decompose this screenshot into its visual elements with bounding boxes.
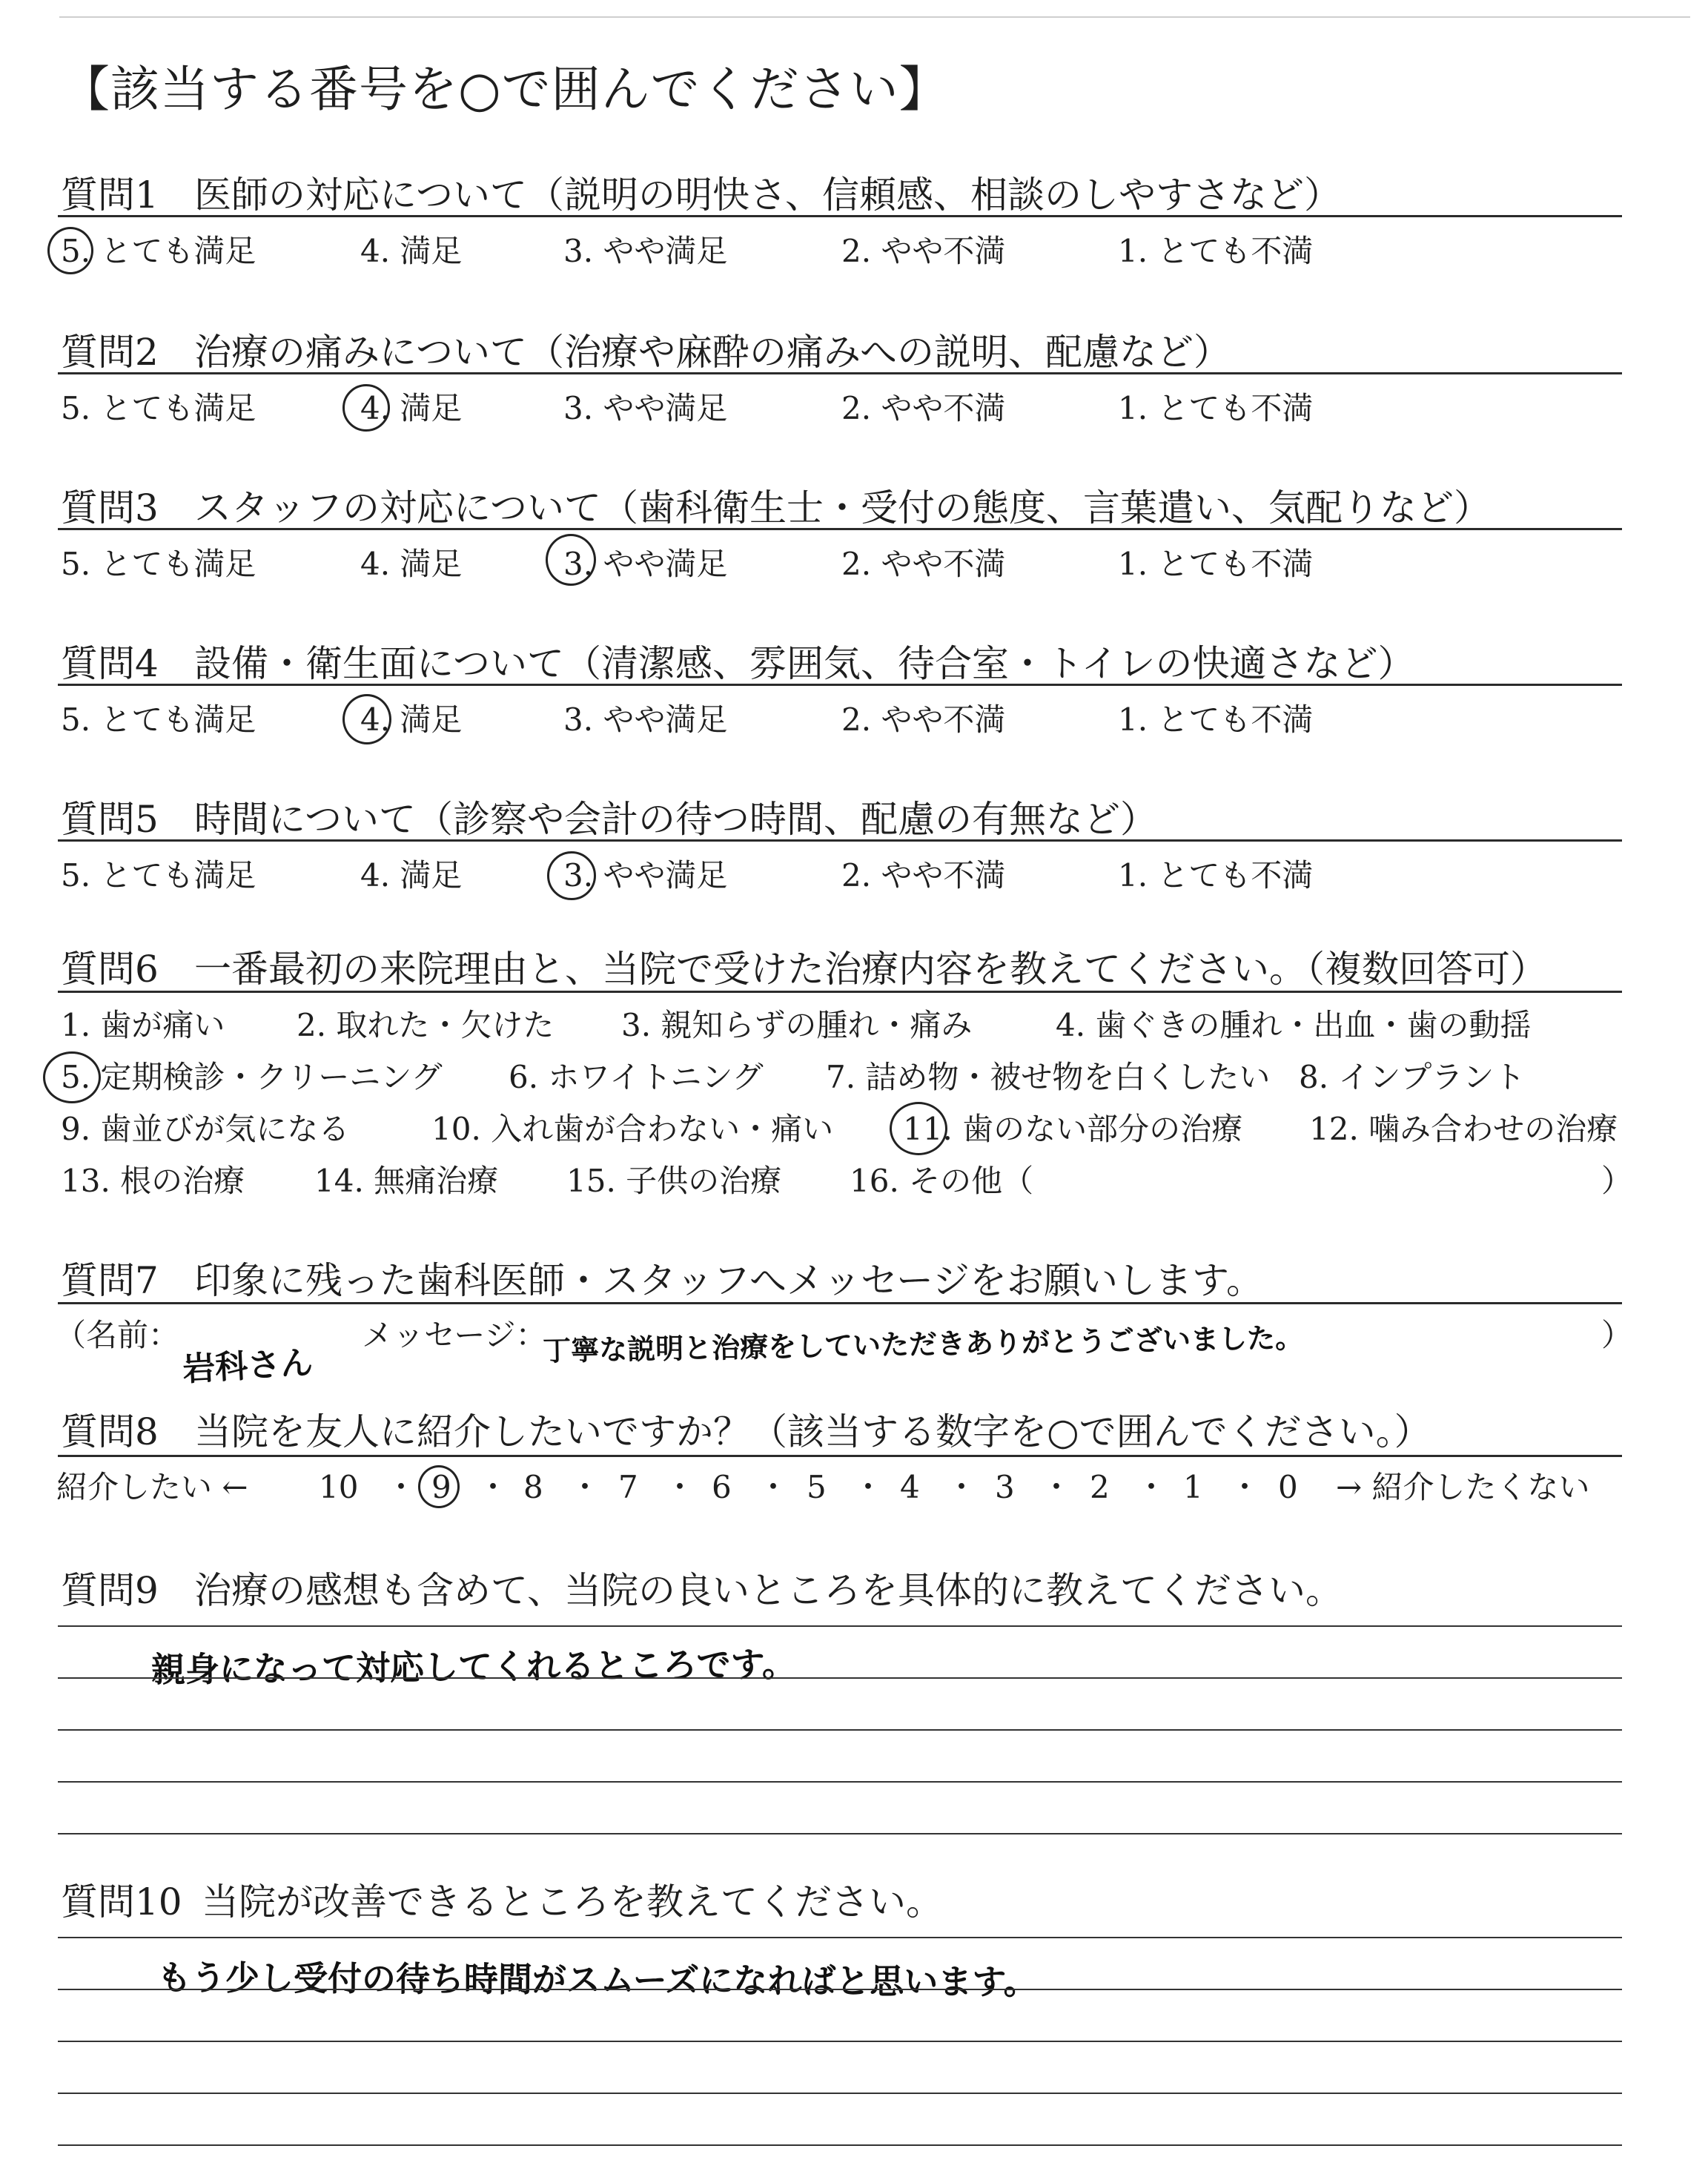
answer-rule	[58, 215, 1622, 217]
rating-option-4[interactable]: 4. 満足	[360, 701, 463, 738]
good-points-handwritten: 親身になって対応してくれるところです。	[150, 1644, 797, 1690]
writing-line	[58, 1677, 1622, 1679]
rating-option-2[interactable]: 2. やや不満	[841, 233, 1006, 269]
selection-circle	[890, 1102, 947, 1155]
question-number: 質問10	[61, 1880, 182, 1923]
recommend-right-label: → 紹介したくない	[1336, 1469, 1590, 1505]
rating-option-5[interactable]: 5. とても満足	[61, 233, 256, 269]
rating-option-2[interactable]: 2. やや不満	[841, 701, 1006, 738]
question-text: 医師の対応について（説明の明快さ、信頼感、相談のしやすさなど）	[194, 174, 1341, 217]
reason-option-15[interactable]: 15. 子供の治療	[566, 1163, 782, 1199]
reason-option-16-other[interactable]: 16. その他（	[850, 1163, 1034, 1199]
improvement-handwritten: もう少し受付の待ち時間がスムーズになればと思います。	[156, 1957, 1038, 2003]
question-text: 当院が改善できるところを教えてください。	[202, 1880, 943, 1923]
rating-option-5[interactable]: 5. とても満足	[61, 546, 256, 582]
scale-6[interactable]: 6	[712, 1469, 732, 1505]
question-6	[61, 948, 1547, 991]
reason-option-10[interactable]: 10. 入れ歯が合わない・痛い	[431, 1111, 834, 1147]
question-text: 設備・衛生面について（清潔感、雰囲気、待合室・トイレの快適さなど）	[194, 642, 1415, 685]
answer-rule	[58, 1302, 1622, 1304]
question-number: 質問6	[61, 948, 159, 991]
other-close-paren: ）	[1601, 1163, 1633, 1199]
question-number: 質問8	[61, 1410, 159, 1453]
question-9	[61, 1569, 1343, 1612]
writing-line	[58, 1625, 1622, 1627]
reason-option-5[interactable]: 5. 定期検診・クリーニング	[61, 1059, 443, 1095]
writing-line	[58, 2041, 1622, 2042]
message-close-paren: ）	[1601, 1317, 1633, 1353]
selection-circle	[418, 1465, 460, 1508]
scale-2[interactable]: 2	[1090, 1469, 1110, 1505]
writing-line	[58, 1937, 1622, 1938]
scale-1[interactable]: 1	[1183, 1469, 1203, 1505]
reason-option-12[interactable]: 12. 噛み合わせの治療	[1309, 1111, 1618, 1147]
question-4	[61, 642, 1415, 685]
rating-option-3[interactable]: 3. やや満足	[563, 390, 728, 426]
scale-separator: ・	[1229, 1469, 1261, 1505]
writing-line	[58, 1729, 1622, 1731]
form-title: 【該当する番号を○で囲んでください】	[61, 61, 949, 118]
reason-option-2[interactable]: 2. 取れた・欠けた	[297, 1007, 555, 1043]
writing-line	[58, 2093, 1622, 2094]
scale-separator: ・	[853, 1469, 884, 1505]
rating-option-1[interactable]: 1. とても不満	[1118, 233, 1314, 269]
writing-line	[58, 1989, 1622, 1990]
reason-option-1[interactable]: 1. 歯が痛い	[61, 1007, 225, 1043]
question-text: 当院を友人に紹介したいですか？（該当する数字を○で囲んでください。）	[194, 1410, 1431, 1453]
scale-4[interactable]: 4	[900, 1469, 920, 1505]
reason-option-6[interactable]: 6. ホワイトニング	[509, 1059, 764, 1095]
writing-line	[58, 2144, 1622, 2146]
reason-option-9[interactable]: 9. 歯並びが気になる	[61, 1111, 350, 1147]
scale-separator: ・	[946, 1469, 978, 1505]
rating-option-2[interactable]: 2. やや不満	[841, 390, 1006, 426]
scale-separator: ・	[1041, 1469, 1073, 1505]
answer-rule	[58, 684, 1622, 686]
scale-separator: ・	[758, 1469, 790, 1505]
scale-separator: ・	[477, 1469, 509, 1505]
answer-rule	[58, 839, 1622, 842]
answer-rule	[58, 372, 1622, 374]
scale-3[interactable]: 3	[995, 1469, 1015, 1505]
answer-rule	[58, 1455, 1622, 1457]
reason-option-4[interactable]: 4. 歯ぐきの腫れ・出血・歯の動揺	[1056, 1007, 1532, 1043]
rating-option-4[interactable]: 4. 満足	[360, 546, 463, 582]
recommend-left-label: 紹介したい ←	[56, 1469, 248, 1505]
question-number: 質問1	[61, 174, 159, 217]
rating-option-2[interactable]: 2. やや不満	[841, 546, 1006, 582]
reason-option-8[interactable]: 8. インプラント	[1299, 1059, 1526, 1095]
question-text: 治療の痛みについて（治療や麻酔の痛みへの説明、配慮など）	[194, 331, 1231, 374]
question-text: 一番最初の来院理由と、当院で受けた治療内容を教えてください。（複数回答可）	[194, 948, 1547, 991]
rating-option-4[interactable]: 4. 満足	[360, 857, 463, 894]
reason-option-11[interactable]: 11. 歯のない部分の治療	[903, 1111, 1243, 1147]
question-number: 質問4	[61, 642, 159, 685]
rating-option-3[interactable]: 3. やや満足	[563, 701, 728, 738]
rating-option-5[interactable]: 5. とても満足	[61, 857, 256, 894]
question-number: 質問5	[61, 798, 159, 841]
rating-option-2[interactable]: 2. やや不満	[841, 857, 1006, 894]
reason-option-14[interactable]: 14. 無痛治療	[314, 1163, 499, 1199]
question-10	[61, 1880, 943, 1923]
scale-9[interactable]: 9	[431, 1469, 451, 1505]
question-number: 質問2	[61, 331, 159, 374]
question-text: 印象に残った歯科医師・スタッフへメッセージをお願いします。	[194, 1259, 1263, 1302]
question-7	[61, 1259, 1263, 1302]
question-text: 治療の感想も含めて、当院の良いところを具体的に教えてください。	[194, 1569, 1343, 1612]
selection-circle	[342, 384, 390, 432]
selection-circle	[546, 534, 596, 586]
writing-line	[58, 1781, 1622, 1783]
scale-separator: ・	[385, 1469, 417, 1505]
answer-rule	[58, 528, 1622, 530]
selection-circle	[547, 851, 596, 900]
scale-separator: ・	[664, 1469, 696, 1505]
reason-option-13[interactable]: 13. 根の治療	[61, 1163, 245, 1199]
top-rule	[59, 16, 1690, 18]
rating-option-3[interactable]: 3. やや満足	[563, 546, 728, 582]
rating-option-1[interactable]: 1. とても不満	[1118, 546, 1314, 582]
question-number: 質問7	[61, 1259, 159, 1302]
question-text: 時間について（診察や会計の待つ時間、配慮の有無など）	[194, 798, 1157, 841]
question-3	[61, 486, 1491, 529]
rating-option-1[interactable]: 1. とても不満	[1118, 701, 1314, 738]
rating-option-3[interactable]: 3. やや満足	[563, 857, 728, 894]
scale-5[interactable]: 5	[807, 1469, 827, 1505]
staff-name-handwritten: 岩科さん	[182, 1344, 314, 1389]
question-number: 質問3	[61, 486, 159, 529]
answer-rule	[58, 991, 1622, 993]
rating-option-5[interactable]: 5. とても満足	[61, 701, 256, 738]
rating-option-4[interactable]: 4. 満足	[360, 390, 463, 426]
scale-separator: ・	[569, 1469, 601, 1505]
rating-option-4[interactable]: 4. 満足	[360, 233, 463, 269]
question-5	[61, 798, 1157, 841]
rating-option-3[interactable]: 3. やや満足	[563, 233, 728, 269]
reason-option-3[interactable]: 3. 親知らずの腫れ・痛み	[621, 1007, 973, 1043]
question-8	[61, 1410, 1431, 1453]
selection-circle	[47, 227, 93, 274]
question-1	[61, 174, 1341, 217]
name-label: （名前：	[55, 1317, 180, 1353]
message-handwritten: 丁寧な説明と治療をしていただきありがとうございました。	[542, 1321, 1304, 1367]
scale-separator: ・	[1136, 1469, 1168, 1505]
question-text: スタッフの対応について（歯科衛生士・受付の態度、言葉遣い、気配りなど）	[194, 486, 1491, 529]
scale-7[interactable]: 7	[618, 1469, 638, 1505]
selection-circle	[342, 694, 391, 744]
rating-option-1[interactable]: 1. とても不満	[1118, 857, 1314, 894]
scale-0[interactable]: 0	[1278, 1469, 1298, 1505]
selection-circle	[43, 1051, 101, 1103]
reason-option-7[interactable]: 7. 詰め物・被せ物を白くしたい	[826, 1059, 1271, 1095]
rating-option-1[interactable]: 1. とても不満	[1118, 390, 1314, 426]
scale-8[interactable]: 8	[523, 1469, 543, 1505]
question-number: 質問9	[61, 1569, 159, 1612]
question-2	[61, 331, 1231, 374]
rating-option-5[interactable]: 5. とても満足	[61, 390, 256, 426]
message-label: メッセージ：	[362, 1317, 547, 1353]
writing-line	[58, 1833, 1622, 1834]
scale-10[interactable]: 10	[319, 1469, 359, 1505]
